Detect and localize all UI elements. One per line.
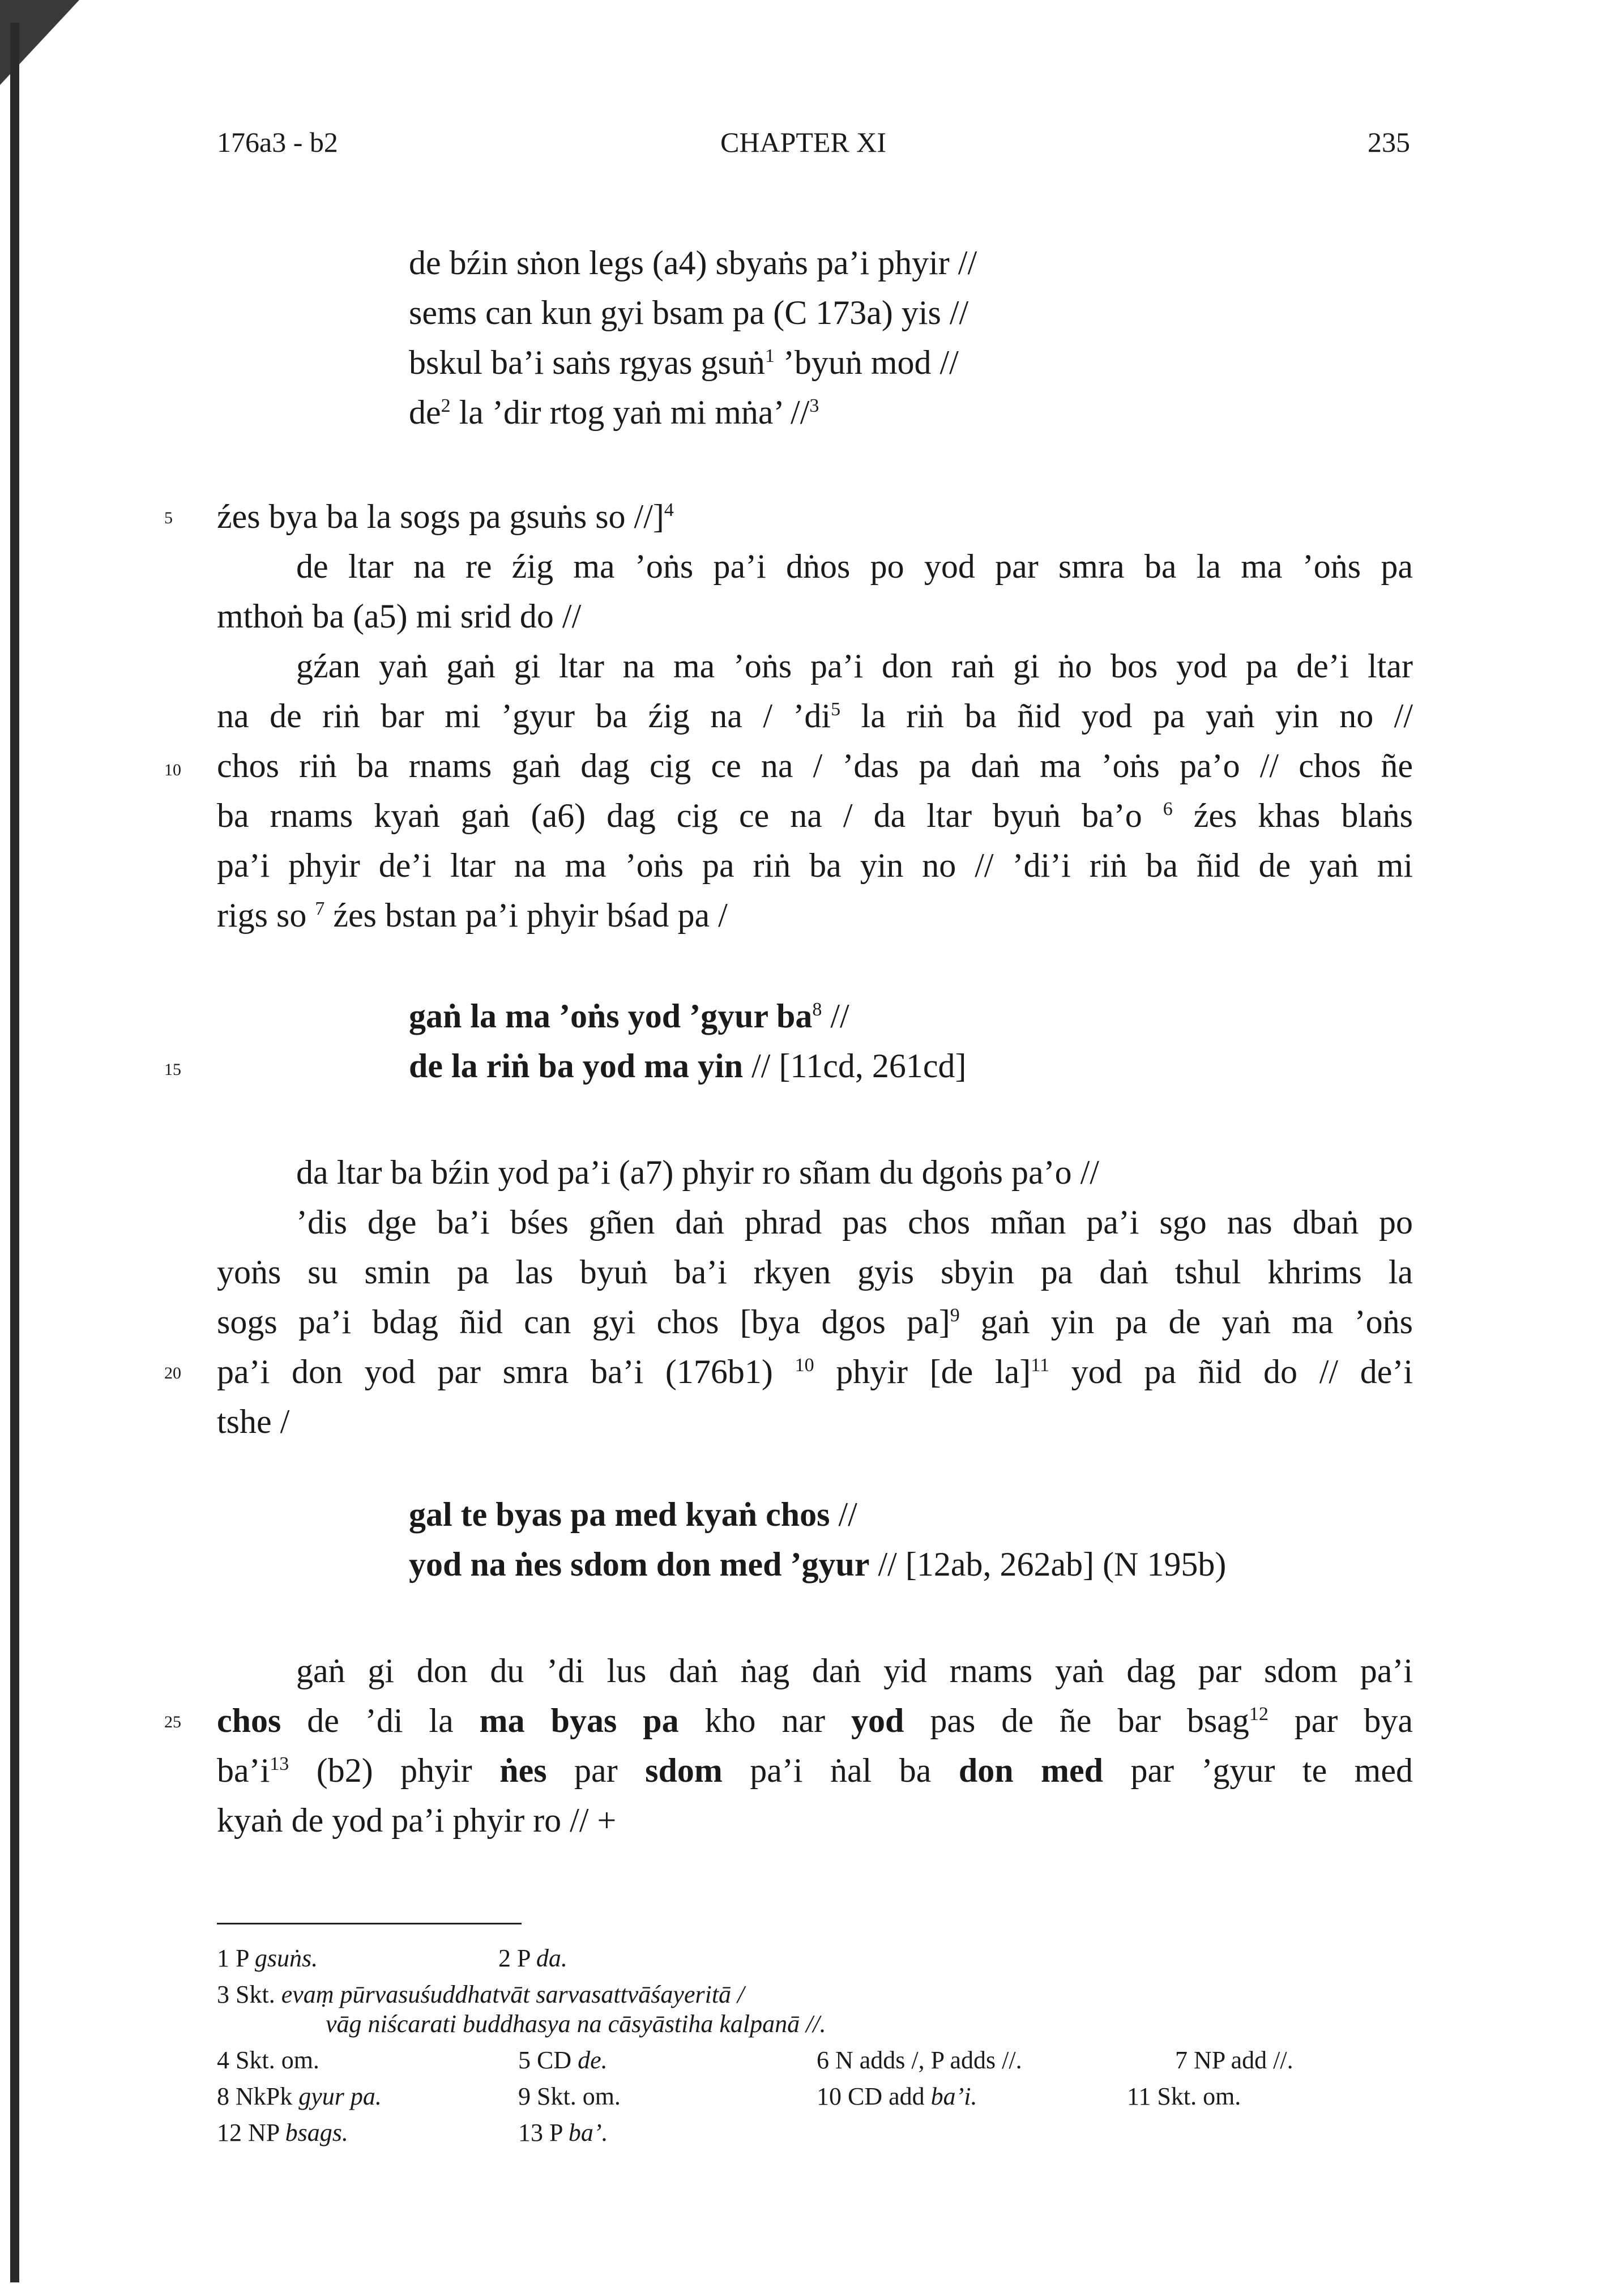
footnote-ref: 6 bbox=[1163, 799, 1173, 820]
text-line: ba rnams kyaṅ gaṅ (a6) dag cig ce na / da ltar byuṅ ba’o $^6$ źes khas blaṅs bbox=[217, 797, 1413, 834]
footnote-ref: 9 bbox=[950, 1305, 960, 1326]
text-line: de ltar na re źig ma ’oṅs pa’i dṅos po yod par smra ba la ma ’oṅs pa bbox=[296, 548, 1413, 585]
line-number: 20 bbox=[164, 1364, 181, 1382]
verse-line: yod na ṅes sdom don med ’gyur // [12ab, 262ab] (N 195b) bbox=[409, 1546, 1227, 1583]
text-line: yoṅs su smin pa las byuṅ ba’i rkyen gyis sbyin pa daṅ tshul khrims la bbox=[217, 1253, 1413, 1291]
text-line: sogs pa’i bdag ñid can gyi chos [bya dgos pa]$^9$ gaṅ yin pa de yaṅ ma ’oṅs bbox=[217, 1303, 1413, 1341]
text-line: źes bya ba la sogs pa gsuṅs so //]$^4$ bbox=[217, 498, 674, 535]
footnote-4: 4 Skt. om. bbox=[217, 2046, 319, 2074]
text-line: gźan yaṅ gaṅ gi ltar na ma ’oṅs pa’i don raṅ gi ṅo bos yod pa de’i ltar bbox=[296, 647, 1413, 685]
text-line: chos riṅ ba rnams gaṅ dag cig ce na / ’das pa daṅ ma ’oṅs pa’o // chos ñe bbox=[217, 747, 1413, 784]
footnote-ref: 13 bbox=[270, 1753, 289, 1774]
text-line: da ltar ba bźin yod pa’i (a7) phyir ro sñam du dgoṅs pa’o // bbox=[296, 1154, 1099, 1191]
header-page-number: 235 bbox=[1368, 126, 1410, 158]
verse-line: sems can kun gyi bsam pa (C 173a) yis // bbox=[409, 294, 969, 331]
verse-line: de bźin sṅon legs (a4) sbyaṅs pa’i phyir // bbox=[409, 244, 977, 281]
footnote-13: 13 P ba’. bbox=[518, 2119, 608, 2146]
footnote-ref: 8 bbox=[812, 999, 822, 1020]
footnote-12: 12 NP bsags. bbox=[217, 2119, 348, 2146]
text-line: rigs so $^7$ źes bstan pa’i phyir bśad pa / bbox=[217, 897, 728, 934]
line-number: 15 bbox=[164, 1060, 181, 1079]
footnote-6: 6 N adds /, P adds //. bbox=[817, 2046, 1022, 2074]
footnote-ref: 7 bbox=[315, 898, 325, 919]
text-line: $ba’i^{13}$ (b2) phyir ṅes par sdom pa’i ṅal ba don med par ’gyur te med bbox=[217, 1752, 1413, 1789]
footnote-7: 7 NP add //. bbox=[1175, 2046, 1293, 2074]
footnote-ref: 3 bbox=[809, 395, 819, 416]
text-line: kyaṅ de yod pa’i phyir ro // + bbox=[217, 1802, 617, 1839]
text-line: tshe / bbox=[217, 1403, 290, 1440]
paragraph-3 bbox=[217, 1147, 1413, 1197]
paragraph-4 bbox=[217, 1197, 1413, 1446]
verse-line: gaṅ la ma ’oṅs yod ’gyur $ba^8$ // bbox=[409, 997, 849, 1035]
footnote-ref: 12 bbox=[1249, 1704, 1268, 1725]
paragraph-2 bbox=[217, 641, 1413, 940]
footnote-ref: 4 bbox=[664, 500, 674, 520]
footnote-ref: 11 bbox=[1031, 1355, 1049, 1376]
footnote-ref: 10 bbox=[795, 1355, 814, 1376]
footnote-5: 5 CD de. bbox=[518, 2046, 608, 2074]
footnote-8: 8 NkPk gyur pa. bbox=[217, 2082, 382, 2110]
verse-line: gal te byas pa med kyaṅ chos // bbox=[409, 1496, 857, 1533]
paragraph-1 bbox=[217, 492, 1413, 641]
text-line: mthoṅ ba (a5) mi srid do // bbox=[217, 598, 582, 635]
verse-2 bbox=[409, 991, 966, 1091]
paragraph-5 bbox=[217, 1646, 1413, 1845]
text-line: chos de ’di la ma byas pa kho nar yod pas de ñe bar bsag$^{12}$ par bya bbox=[217, 1702, 1413, 1739]
footnote-3: 3 Skt. evaṃ pūrvasuśuddhatvāt sarvasattvāśayeritā / bbox=[217, 1981, 745, 2008]
footnote-2: 2 P da. bbox=[498, 1944, 567, 1972]
verse-1 bbox=[409, 238, 977, 437]
footnote-divider bbox=[217, 1923, 522, 1924]
line-number: 10 bbox=[164, 761, 181, 779]
header-chapter-title: CHAPTER XI bbox=[720, 126, 887, 158]
line-number: 5 bbox=[164, 509, 173, 527]
verse-line: bskul ba’i saṅs rgyas gsuṅ$^1$ ’byuṅ mod // bbox=[409, 344, 959, 381]
text-line: pa’i phyir de’i ltar na ma ’oṅs pa riṅ ba yin no // ’di’i riṅ ba ñid de yaṅ mi bbox=[217, 847, 1413, 884]
text-line: na de riṅ bar mi ’gyur ba źig na / $’di^5$ la riṅ ba ñid yod pa yaṅ yin no // bbox=[217, 697, 1413, 735]
footnote-11: 11 Skt. om. bbox=[1127, 2082, 1241, 2110]
scan-binding-edge bbox=[10, 23, 19, 2282]
footnote-ref: 2 bbox=[441, 395, 451, 416]
verse-line: de la riṅ ba yod ma yin // [11cd, 261cd] bbox=[409, 1047, 967, 1085]
text-line: pa’i don yod par smra ba’i (176b1) $^{10}$ phyir [de la]$^{11}$ yod pa ñid do // de’i bbox=[217, 1353, 1413, 1390]
text-line: gaṅ gi don du ’di lus daṅ ṅag daṅ yid rnams yaṅ dag par sdom pa’i bbox=[296, 1652, 1413, 1689]
header-folio-ref: 176a3 - b2 bbox=[217, 126, 338, 158]
footnote-10: 10 CD add ba’i. bbox=[817, 2082, 977, 2110]
verse-3 bbox=[409, 1490, 1226, 1589]
footnote-3-cont: vāg niścarati buddhasya na cāsyāstiha kalpanā //. bbox=[326, 2010, 826, 2038]
footnote-ref: 5 bbox=[831, 699, 841, 720]
footnote-1: 1 P gsuṅs. bbox=[217, 1944, 318, 1972]
line-number: 25 bbox=[164, 1713, 181, 1731]
footnote-9: 9 Skt. om. bbox=[518, 2082, 621, 2110]
footnote-ref: 1 bbox=[764, 345, 775, 366]
text-line: ’dis dge ba’i bśes gñen daṅ phrad pas chos mñan pa’i sgo nas dbaṅ po bbox=[296, 1204, 1413, 1241]
verse-line: $de^2$ la ’dir rtog yaṅ mi mṅa’ //$^3$ bbox=[409, 394, 819, 431]
